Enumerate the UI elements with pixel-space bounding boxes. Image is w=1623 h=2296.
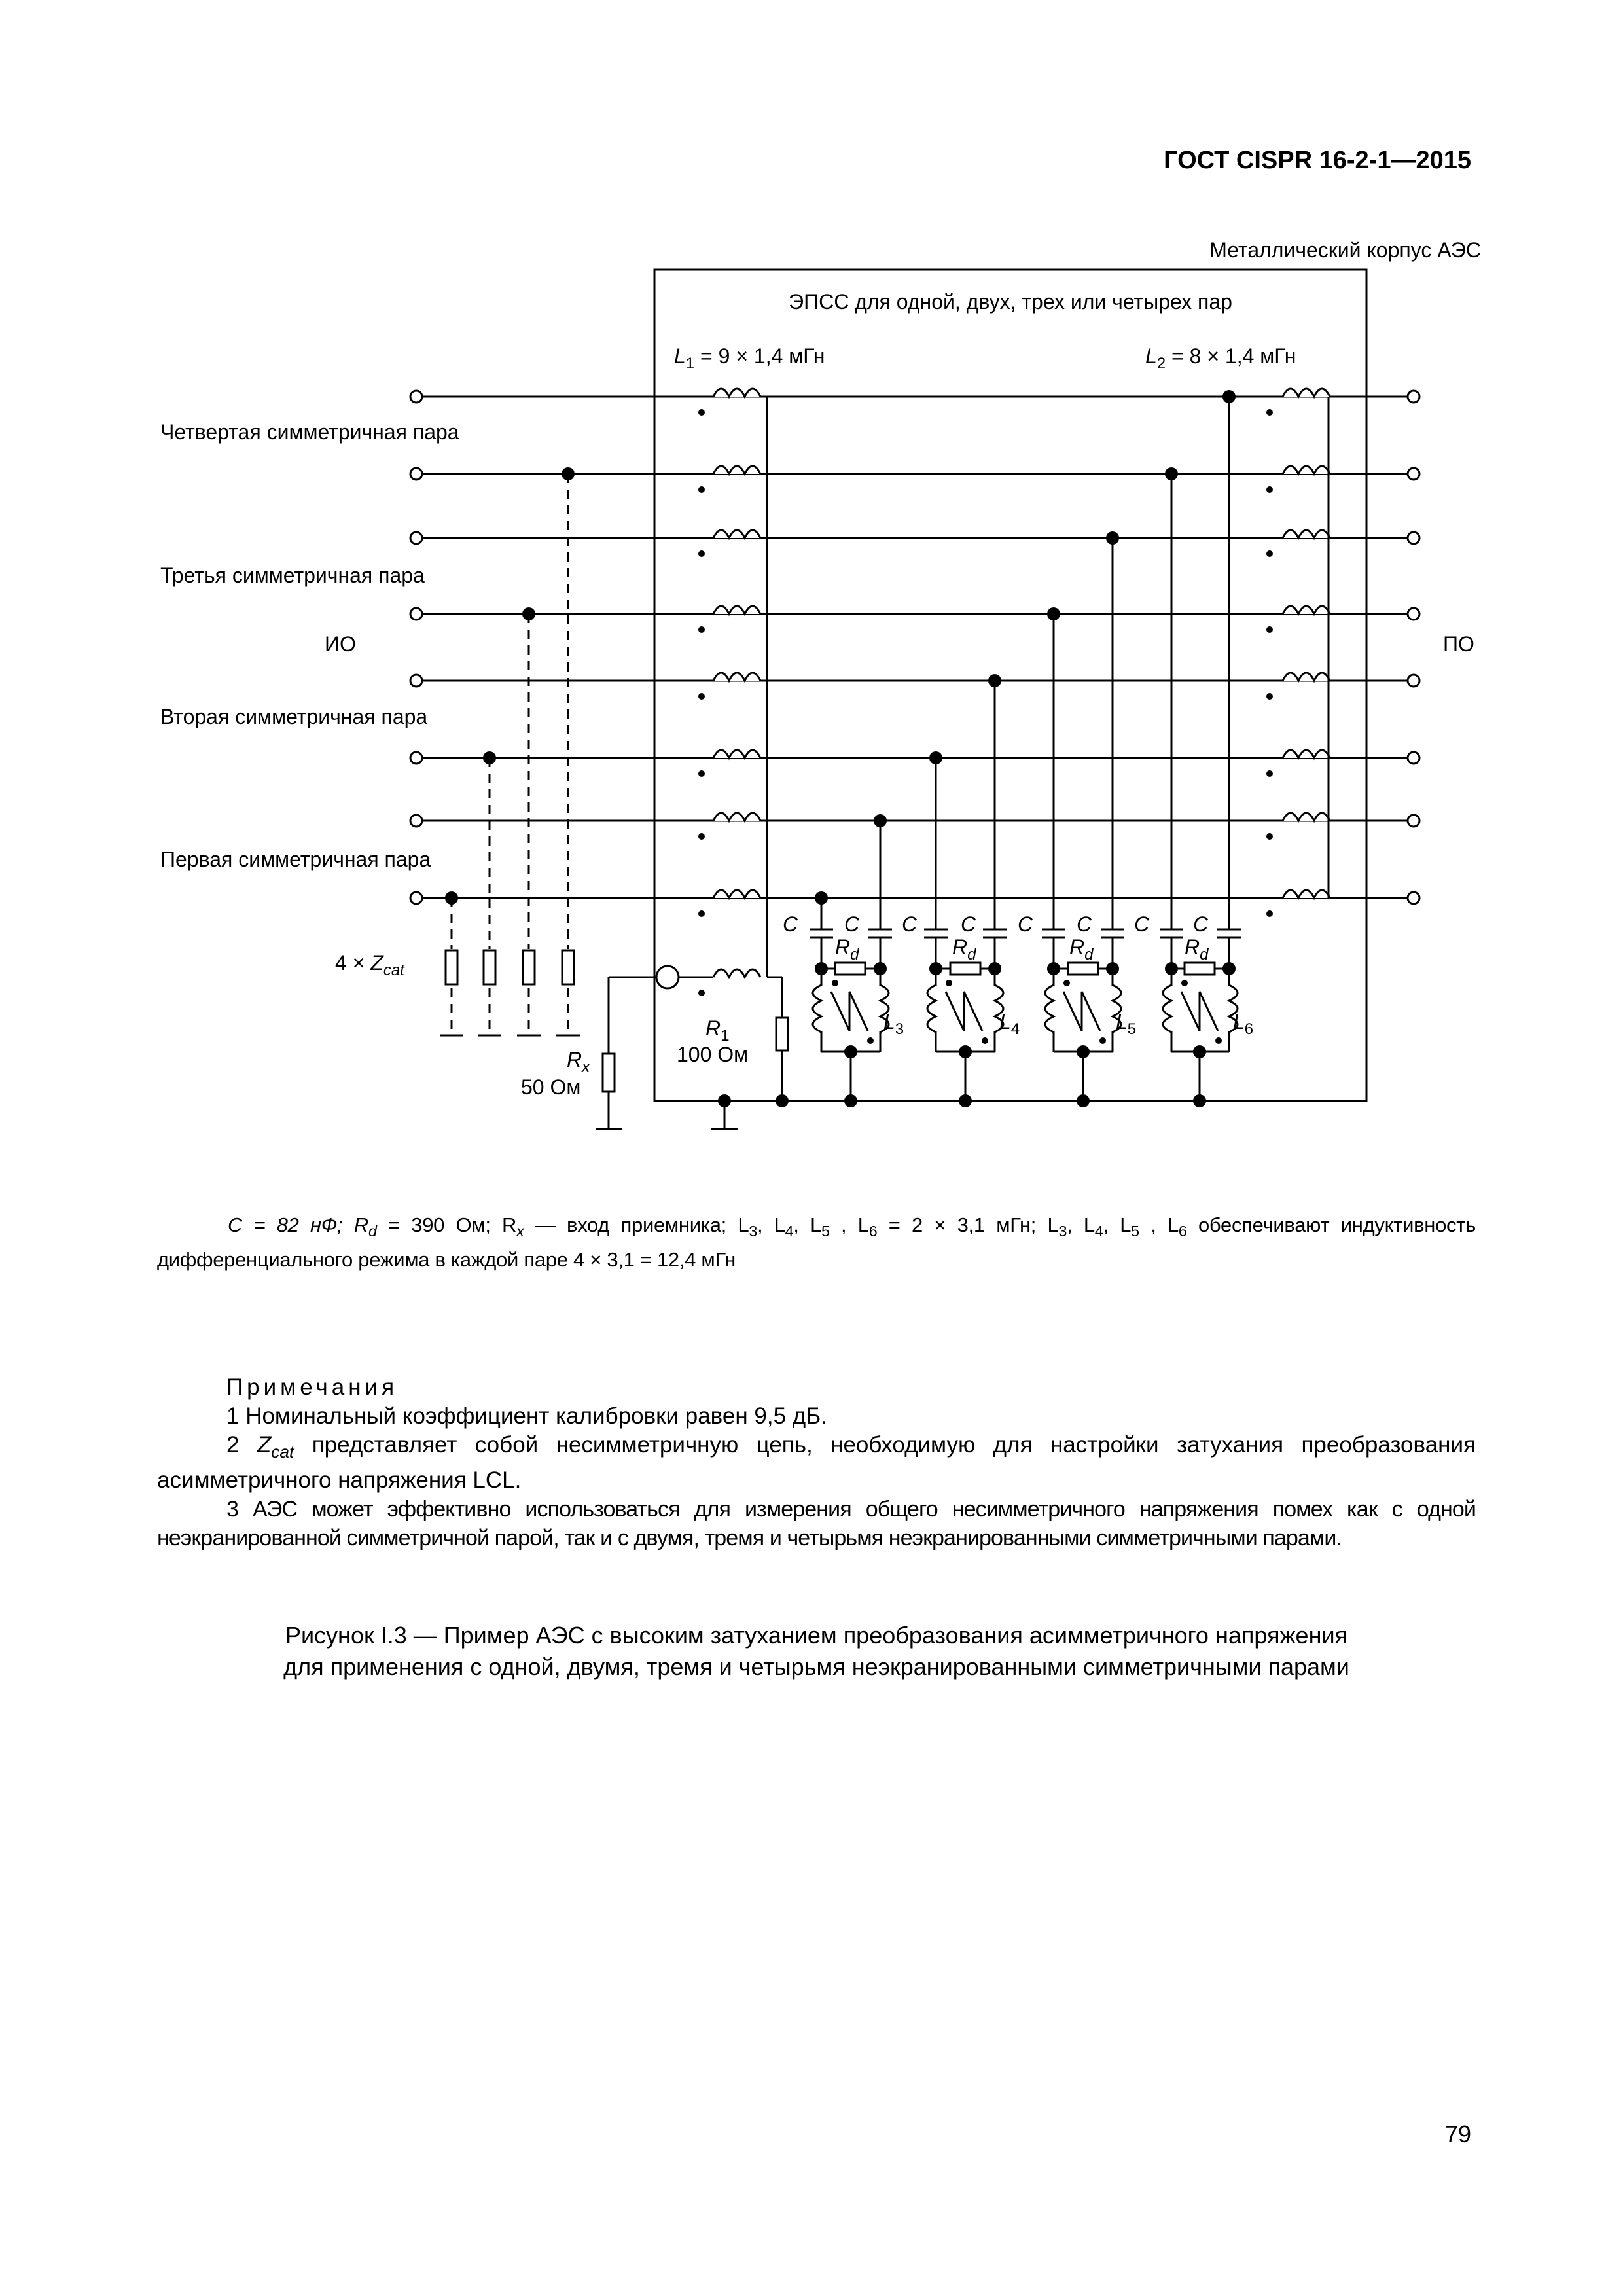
differential-inductors <box>813 969 1238 1052</box>
l2-label: $L_2 = 8 \times 1,4$ мГн <box>1145 344 1296 372</box>
rd-label-3: $R_d$ <box>1069 935 1094 963</box>
rd-label-1: $R_d$ <box>835 935 859 963</box>
right-side-label: ПО <box>1443 632 1474 656</box>
r1-resistor <box>776 1018 788 1050</box>
rx-value: 50 Ом <box>521 1075 581 1099</box>
rx-label: $R_x$ <box>567 1048 590 1076</box>
zcat-label: $4 \times Z_{cat}$ <box>335 951 404 979</box>
l6-label: $L_6$ <box>1233 1010 1254 1038</box>
block-title: ЭПСС для одной, двух, трех или четырех пар <box>789 290 1232 314</box>
notes-title: Примечания <box>226 1374 399 1400</box>
rx-port-icon <box>656 966 679 988</box>
svg-text:C: C <box>783 912 798 936</box>
svg-text:C: C <box>961 912 976 936</box>
rd-label-4: $R_d$ <box>1185 935 1209 963</box>
rd-label-2: $R_d$ <box>952 935 976 963</box>
svg-text:C: C <box>902 912 918 936</box>
note-2: 2 $Z_{cat}$ представляет собой несимметричную цепь, необходимую для настройки затухания преобразования асимметричного напряжения LCL. <box>157 1432 1476 1493</box>
enclosure-label: Металлический корпус АЭС <box>1209 238 1481 262</box>
l4-label: $L_4$ <box>999 1010 1020 1038</box>
rx-resistor <box>603 1054 615 1092</box>
zcat-resistors <box>446 950 574 984</box>
l5-label: $L_5$ <box>1116 1010 1137 1038</box>
zcat-dashed-lines <box>452 474 568 1034</box>
pair-label-4: Четвертая симметричная пара <box>160 420 459 444</box>
svg-text:C: C <box>1018 912 1033 936</box>
page-number: 79 <box>1444 2121 1471 2147</box>
l1-coils <box>713 389 760 977</box>
left-side-label: ИО <box>325 632 356 656</box>
figure-caption: Рисунок I.3 — Пример АЭС с высоким затуханием преобразования асимметричного напряжения для применения с одной, двумя, тремя и четырьмя неэкранированными симметричными парами <box>283 1622 1349 1680</box>
svg-text:C: C <box>1077 912 1092 936</box>
r1-value: 100 Ом <box>677 1043 749 1066</box>
pair-label-3: Третья симметричная пара <box>160 564 425 587</box>
enclosure-box <box>654 270 1366 1101</box>
note-1: 1 Номинальный коэффициент калибровки равен 9,5 дБ. <box>226 1403 827 1429</box>
r1-label: $R_1$ <box>705 1016 730 1045</box>
terminals <box>410 391 1419 904</box>
svg-text:C: C <box>1193 912 1209 936</box>
l3-label: $L_3$ <box>883 1010 904 1038</box>
pair-label-1: Первая симметричная пара <box>160 848 431 871</box>
component-legend: C = 82 нФ; $R_d = 390$ Ом; $R_x$ — вход приемника; $L_3$, $L_4$, $L_5$ , $L_6 = 2 \times 3,1$ мГн; $L_3$, $L_4$, $L_5$ , $L_6$ обеспечивают индуктивность дифференциального режима в каждой паре 4 × 3,1 = 12,4 мГн <box>157 1213 1476 1272</box>
junction-dots <box>445 390 1273 1107</box>
pair-label-2: Вторая симметричная пара <box>160 705 428 728</box>
svg-text:C: C <box>1134 912 1150 936</box>
note-3: 3 АЭС может эффективно использоваться для измерения общего несимметричного напряжения помех как с одной неэкранированной симметричной парой, так и с двумя, тремя и четырьмя неэкранированными симметричными парами. <box>157 1497 1476 1551</box>
svg-text:C: C <box>844 912 860 936</box>
document-header: ГОСТ CISPR 16-2-1—2015 <box>1164 147 1471 174</box>
l1-label: $L_1 = 9 \times 1,4$ мГн <box>674 344 825 372</box>
notes-section <box>157 1373 1476 1552</box>
